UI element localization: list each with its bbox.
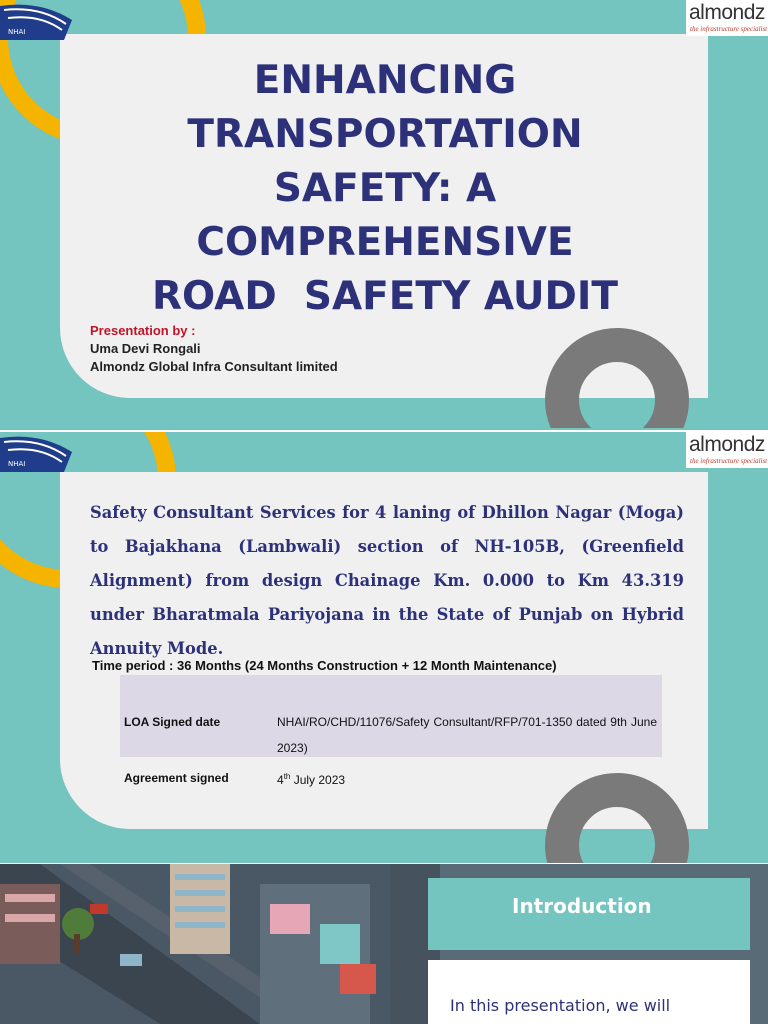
presentation-title [70,54,700,324]
presenter-name: Uma Devi Rongali [90,341,201,356]
nhai-logo-text: NHAI [8,460,26,468]
project-description: Safety Consultant Services for 4 laning of Dhillon Nagar (Moga) to Bajakhana (Lambwali) section of NH-105B, (Greenfield Alignment) from design Chainage Km. 0.000 to Km 43.319 under Bharatmala Pariyojana in the State of Punjab on Hybrid Annuity Mode. [90,503,684,658]
title-line-3: SAFETY: A [273,166,497,211]
agreement-value [277,764,657,793]
almondz-logo-tagline: the infrastructure specialist [690,457,768,465]
project-slide [0,432,768,863]
almondz-logo-name: almondz [689,433,765,456]
agreement-label: Agreement signed [124,771,229,785]
title-line-5: ROAD SAFETY AUDIT [152,274,618,319]
almondz-logo [686,0,768,36]
almondz-logo [686,432,768,468]
table-row [120,675,662,757]
loa-label: LOA Signed date [124,715,221,729]
title-line-1: ENHANCING [253,58,517,103]
loa-value: NHAI/RO/CHD/11076/Safety Consultant/RFP/701-1350 dated 9th June 2023) [277,715,657,755]
table-row [120,757,662,797]
intro-body-text: In this presentation, we will [450,996,671,1015]
almondz-logo-tagline: the infrastructure specialist [690,25,768,33]
almondz-logo-name: almondz [689,1,765,24]
agreement-day: 4 [277,773,284,787]
intro-heading-box [428,878,750,950]
agreement-month-year: July 2023 [290,773,346,787]
time-period: Time period : 36 Months (24 Months Construction + 12 Month Maintenance) [92,658,557,673]
contract-table [120,675,662,797]
agreement-day-suffix: th [283,772,291,781]
intro-body-box [428,960,750,1024]
nhai-logo-icon [0,0,80,40]
intro-heading: Introduction [512,894,652,918]
title-line-2: TRANSPORTATION [187,112,583,157]
intro-slide [0,864,768,1024]
nhai-logo-icon [0,432,80,472]
city-illustration-icon [0,864,440,1024]
presenter-org: Almondz Global Infra Consultant limited [90,359,338,374]
title-line-4: COMPREHENSIVE [196,220,574,265]
nhai-logo-text: NHAI [8,28,26,36]
title-slide [0,0,768,430]
presentation-by-label: Presentation by : [90,323,196,338]
